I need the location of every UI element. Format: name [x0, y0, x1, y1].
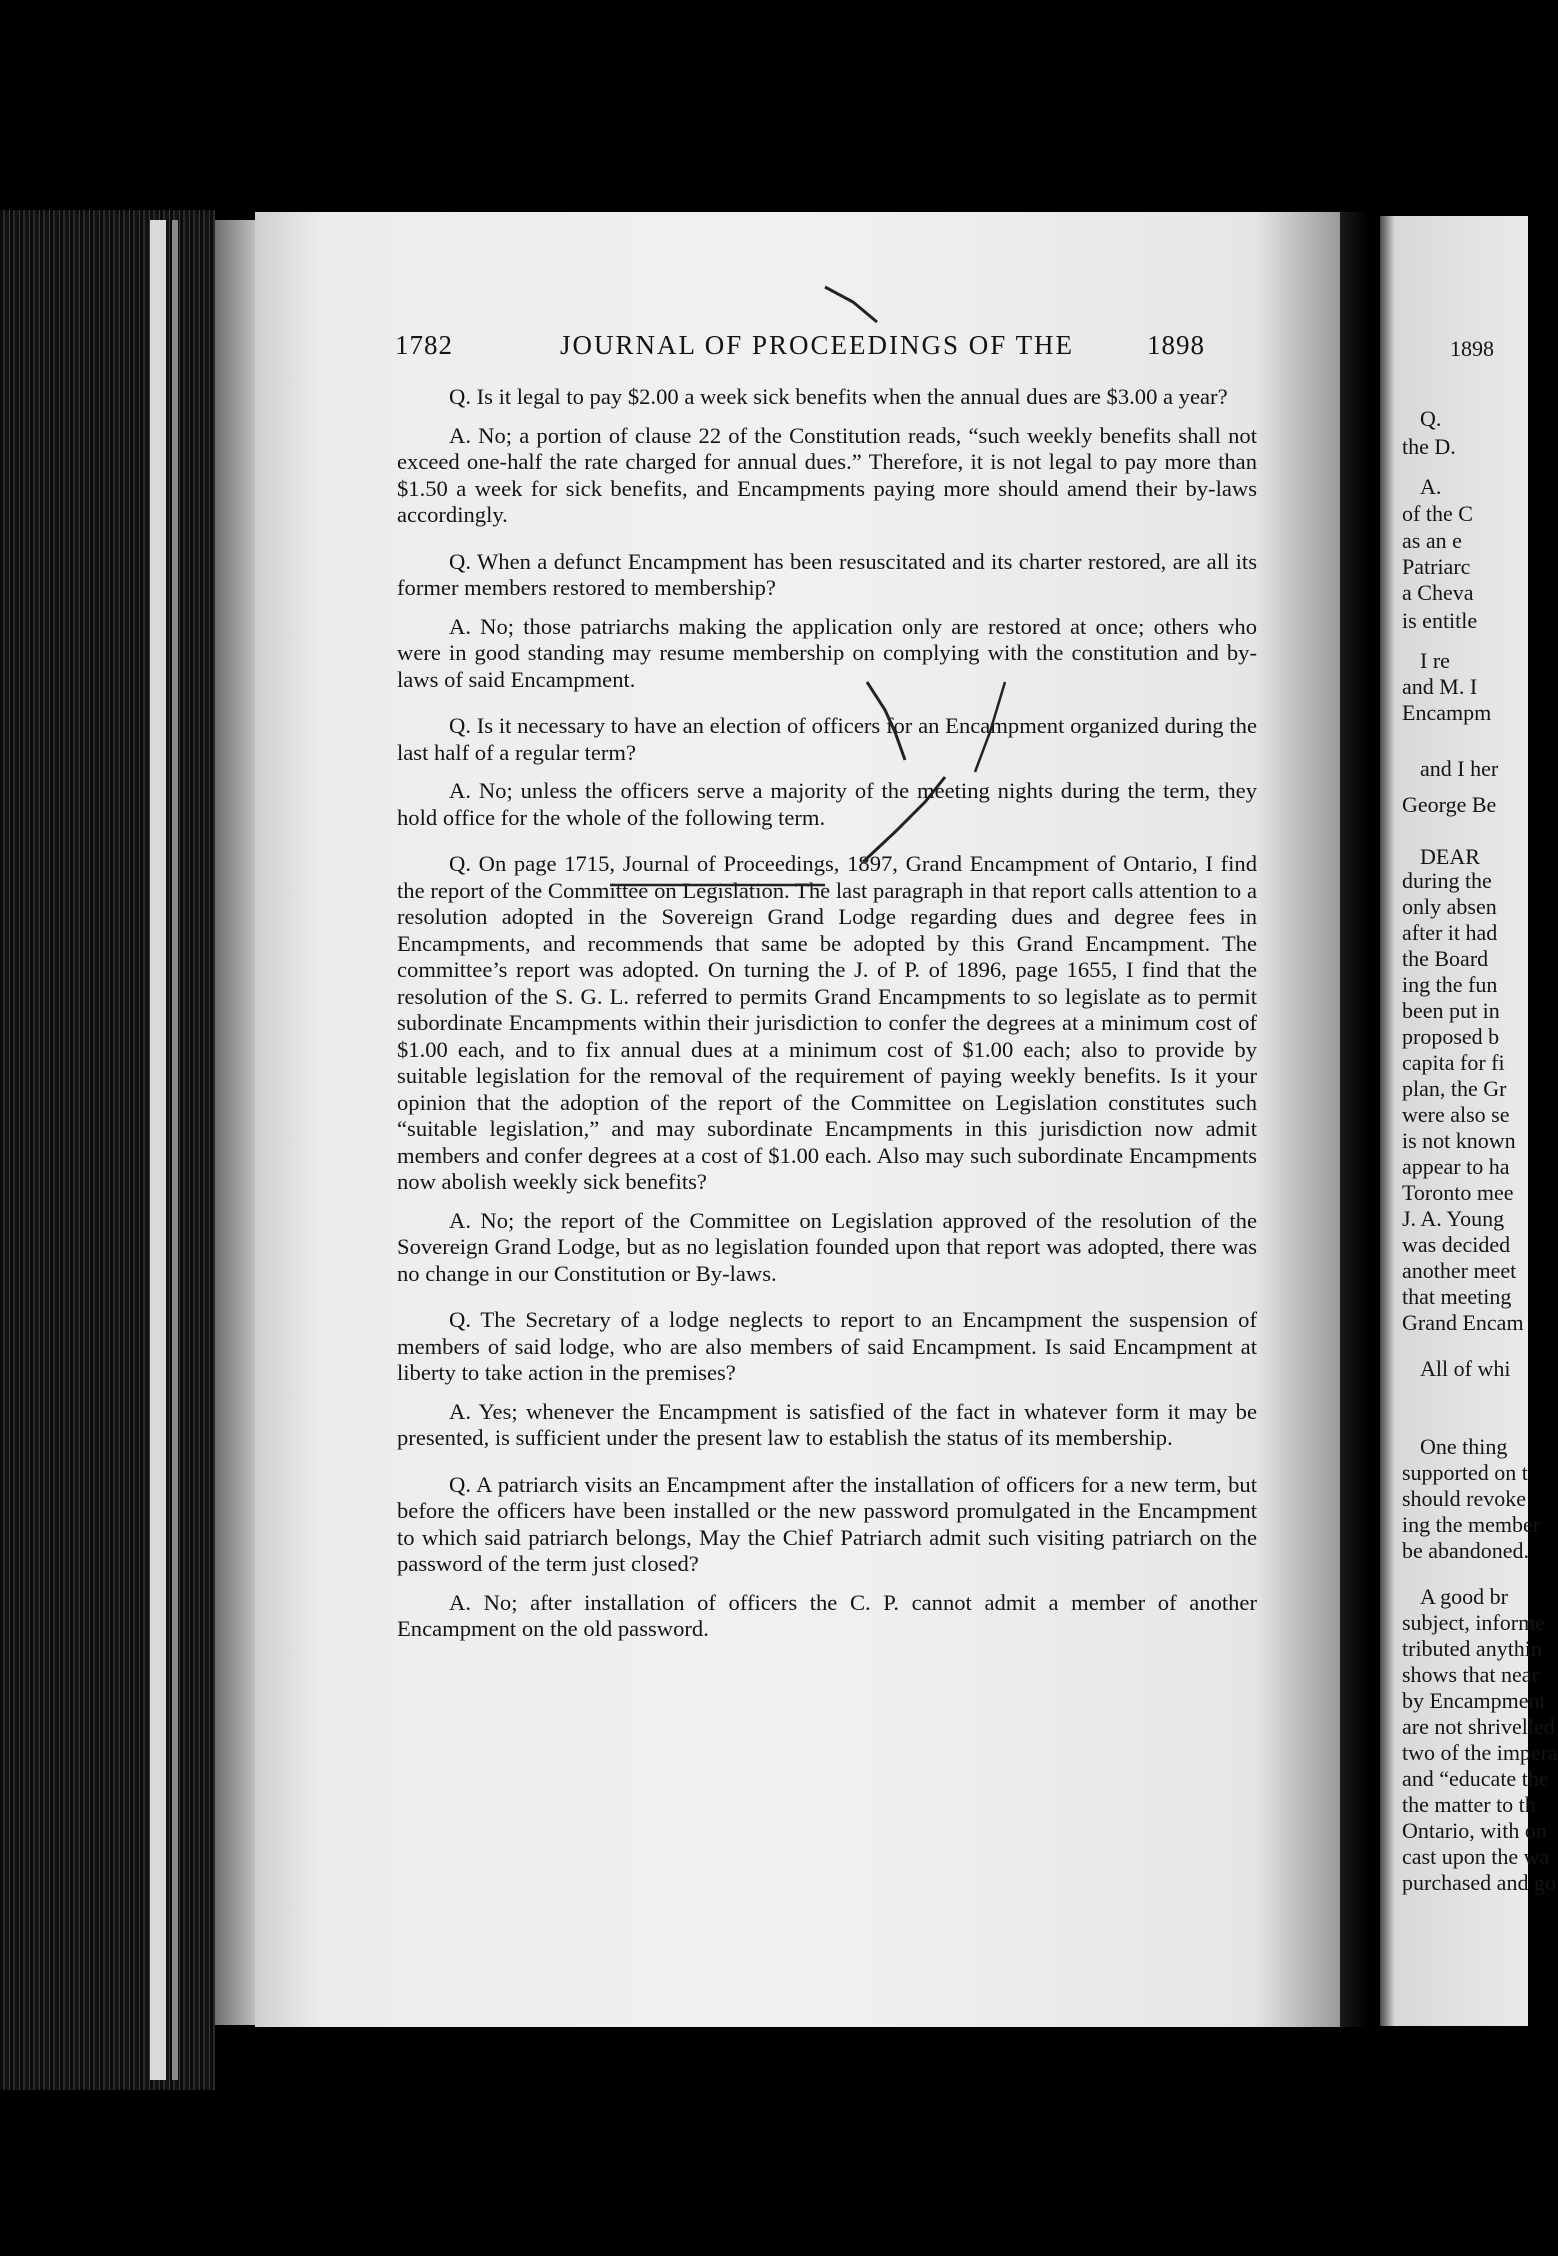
right-page-line: Toronto mee [1402, 1180, 1514, 1205]
right-page-line: Q. [1420, 406, 1442, 431]
right-page-line: plan, the Gr [1402, 1076, 1507, 1101]
running-title: JOURNAL OF PROCEEDINGS OF THE [560, 330, 1075, 360]
right-page-line: the matter to th [1402, 1792, 1536, 1817]
right-page-line: should revoke [1402, 1486, 1527, 1511]
page-number: 1782 [395, 330, 453, 360]
right-page-line: cast upon the wa [1402, 1844, 1550, 1869]
right-page-line: capita for fi [1402, 1050, 1505, 1075]
right-page-line: be abandoned. [1402, 1538, 1530, 1563]
question-paragraph: Q. A patriarch visits an Encampment after the installation of officers for a new term, but before the officers have been installed or the new password promulgated in the Encampment to which said patriarch belongs, May the Chief Patriarch admit such visiting patriarch on the password of the term just closed? [397, 1471, 1257, 1576]
right-page-line: are not shrivelled [1402, 1714, 1555, 1739]
right-page-line: A. [1420, 474, 1442, 499]
right-page-line: proposed b [1402, 1024, 1500, 1049]
right-page-line: appear to ha [1402, 1154, 1510, 1179]
right-page-line: purchased and go [1402, 1870, 1556, 1895]
right-page-line: is entitle [1402, 608, 1478, 633]
right-page-line: during the [1402, 868, 1492, 893]
right-page-line: Ontario, with on [1402, 1818, 1547, 1843]
right-page-line: All of whi [1420, 1356, 1511, 1381]
right-page-line: as an e [1402, 528, 1462, 553]
answer-paragraph: A. No; a portion of clause 22 of the Constitution reads, “such weekly benefits shall not exceed one-half the rate charged for annual dues.” Therefore, it is not legal to pay more than $1.50 a week for sick benefits, and Encampments paying more should amend their by-laws accordingly. [397, 422, 1257, 527]
book-spine [0, 210, 215, 2090]
right-page-line: J. A. Young [1402, 1206, 1505, 1231]
page-edge [150, 220, 166, 2080]
right-page-line: Patriarc [1402, 554, 1471, 579]
right-page-line: A good br [1420, 1584, 1508, 1609]
page-body [397, 384, 1257, 1655]
right-page-line: tributed anythin [1402, 1636, 1542, 1661]
right-page-line: that meeting [1402, 1284, 1512, 1309]
answer-paragraph: A. No; unless the officers serve a majority of the meeting nights during the term, they hold office for the whole of the following term. [397, 778, 1257, 830]
answer-paragraph: A. Yes; whenever the Encampment is satisfied of the fact in whatever form it may be presented, is sufficient under the present law to establish the status of its membership. [397, 1398, 1257, 1450]
right-page-line: the D. [1402, 434, 1456, 459]
right-page-line: and I her [1420, 756, 1499, 781]
right-page-line: Grand Encam [1402, 1310, 1524, 1335]
right-page-line: supported on t [1402, 1460, 1528, 1485]
right-page-line: another meet [1402, 1258, 1517, 1283]
right-page-line: and “educate the [1402, 1766, 1549, 1791]
right-page-line: is not known [1402, 1128, 1516, 1153]
page-curl-shadow [215, 220, 260, 2025]
right-page-line: of the C [1402, 501, 1473, 526]
question-paragraph: Q. Is it necessary to have an election of officers for an Encampment organized during the last half of a regular term? [397, 713, 1257, 765]
right-page-line: been put in [1402, 998, 1500, 1023]
question-paragraph: Q. Is it legal to pay $2.00 a week sick benefits when the annual dues are $3.00 a year? [449, 384, 1228, 409]
header-year: 1898 [1147, 330, 1205, 360]
answer-paragraph: A. No; after installation of officers the C. P. cannot admit a member of another Encampment on the old password. [397, 1589, 1257, 1641]
right-page-line: DEAR [1420, 844, 1480, 869]
right-page-line: subject, informe [1402, 1610, 1545, 1635]
left-page [255, 212, 1340, 2027]
question-paragraph: Q. When a defunct Encampment has been resuscitated and its charter restored, are all its former members restored to membership? [397, 548, 1257, 600]
right-page-line: after it had [1402, 920, 1498, 945]
right-page-line: and M. I [1402, 674, 1478, 699]
answer-paragraph: A. No; those patriarchs making the application only are restored at once; others who were in good standing may resume membership on complying with the constitution and by-laws of said Encampment. [397, 613, 1257, 692]
right-page-line: One thing [1420, 1434, 1508, 1459]
question-paragraph: Q. The Secretary of a lodge neglects to report to an Encampment the suspension of members of said lodge, who are also members of said Encampment. Is said Encampment at liberty to take action in the premises? [397, 1307, 1257, 1385]
right-page-line: shows that near [1402, 1662, 1539, 1687]
right-page-line: two of the impera [1402, 1740, 1558, 1765]
right-page-line: only absen [1402, 894, 1497, 919]
answer-paragraph: A. No; the report of the Committee on Legislation approved of the resolution of the Sovereign Grand Lodge, but as no legislation founded upon that report was adopted, there was no change in our Constitution or By-laws. [397, 1207, 1257, 1286]
right-page-line: was decided [1402, 1232, 1511, 1257]
running-header [395, 330, 1205, 360]
right-page-line: were also se [1402, 1102, 1510, 1127]
right-page-line: the Board [1402, 946, 1489, 971]
pen-stroke [825, 287, 877, 322]
book-gutter [1340, 212, 1370, 2027]
right-page-line: by Encampment [1402, 1688, 1546, 1713]
right-page-line: 1898 [1450, 336, 1494, 361]
right-page-line: a Cheva [1402, 580, 1474, 605]
right-page-fragment [1380, 216, 1558, 2026]
right-page-line: I re [1420, 648, 1450, 673]
right-page-line: George Be [1402, 792, 1497, 817]
question-paragraph: Q. On page 1715, Journal of Proceedings, 1897, Grand Encampment of Ontario, I find the report of the Committee on Legislation. The last paragraph in that report calls attention to a resolution adopted in the Sovereign Grand Lodge regarding dues and degree fees in Encampments, and recommends that same be adopted by this Grand Encampment. The committee’s report was adopted. On turning the J. of P. of 1896, page 1655, I find that the resolution of the S. G. L. referred to permits Grand Encampments to so legislate as to permit subordinate Encampments within their jurisdiction to confer the degrees at a minimum cost of $1.00 each, and to fix annual dues at a minimum cost of $1.00 each; also to provide by suitable legislation for the removal of the requirement of paying weekly benefits. Is it your opinion that the adoption of the report of the Committee on Legislation constitutes such “suitable legislation,” and may subordinate Encampments in this jurisdiction now admit members and confer degrees at a cost of $1.00 each. Also may such subordinate Encampments now abolish weekly sick benefits? [397, 851, 1257, 1194]
right-page-line: Encampm [1402, 700, 1492, 725]
page-edge-shadow [172, 220, 178, 2080]
right-page-line: ing the member [1402, 1512, 1541, 1537]
right-page-line: ing the fun [1402, 972, 1498, 997]
